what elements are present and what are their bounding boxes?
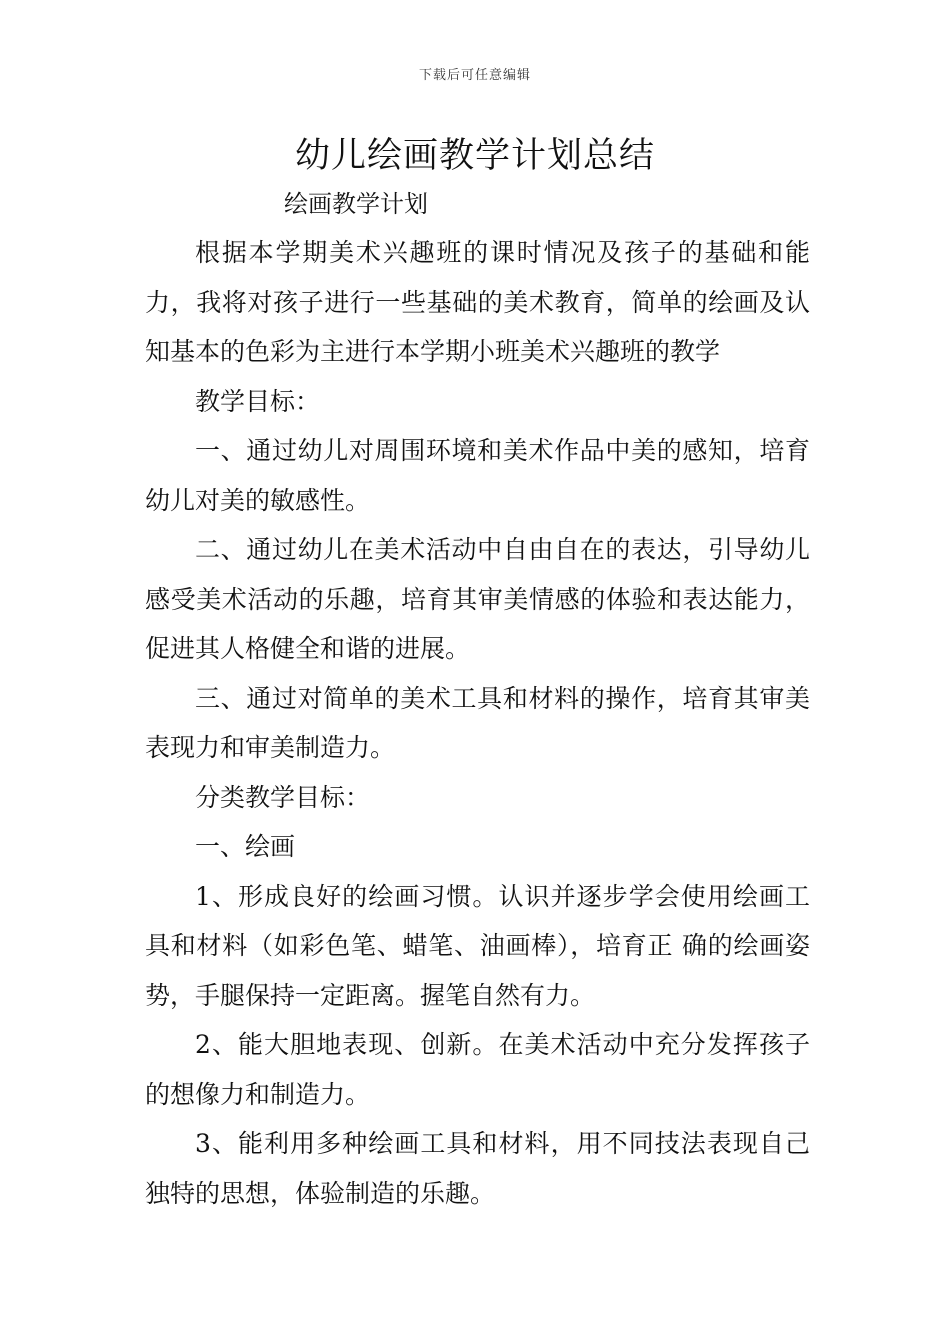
paragraph-goals-heading: 教学目标：	[195, 386, 321, 416]
header-note: 下载后可任意编辑	[418, 68, 531, 83]
paragraph-goal-2: 二、通过幼儿在美术活动中自由自在的表达，引导幼儿感受美术活动的乐趣，培育其审美情感的体验和表达能力，促进其人格健全和谐的进展。	[145, 535, 810, 663]
paragraph-item-3: 3、能利用多种绘画工具和材料，用不同技法表现自己独特的思想，体验制造的乐趣。	[145, 1129, 810, 1208]
paragraph-item-2: 2、能大胆地表现、创新。在美术活动中充分发挥孩子的想像力和制造力。	[145, 1030, 810, 1109]
document-body	[145, 228, 810, 1218]
paragraph-category-heading: 分类教学目标：	[195, 782, 371, 812]
paragraph-intro: 根据本学期美术兴趣班的课时情况及孩子的基础和能力，我将对孩子进行一些基础的美术教育，简单的绘画及认知基本的色彩为主进行本学期小班美术兴趣班的教学	[145, 238, 810, 366]
document-title: 幼儿绘画教学计划总结	[294, 136, 655, 176]
paragraph-item-1: 1、形成良好的绘画习惯。认识并逐步学会使用绘画工具和材料（如彩色笔、蜡笔、油画棒），培育正 确的绘画姿势，手腿保持一定距离。握笔自然有力。	[145, 881, 810, 1010]
document-subtitle: 绘画教学计划	[284, 190, 428, 218]
paragraph-drawing-heading: 一、绘画	[195, 832, 296, 861]
paragraph-goal-1: 一、通过幼儿对周围环境和美术作品中美的感知，培育幼儿对美的敏感性。	[145, 436, 810, 515]
paragraph-goal-3: 三、通过对简单的美术工具和材料的操作，培育其审美表现力和审美制造力。	[145, 683, 810, 762]
